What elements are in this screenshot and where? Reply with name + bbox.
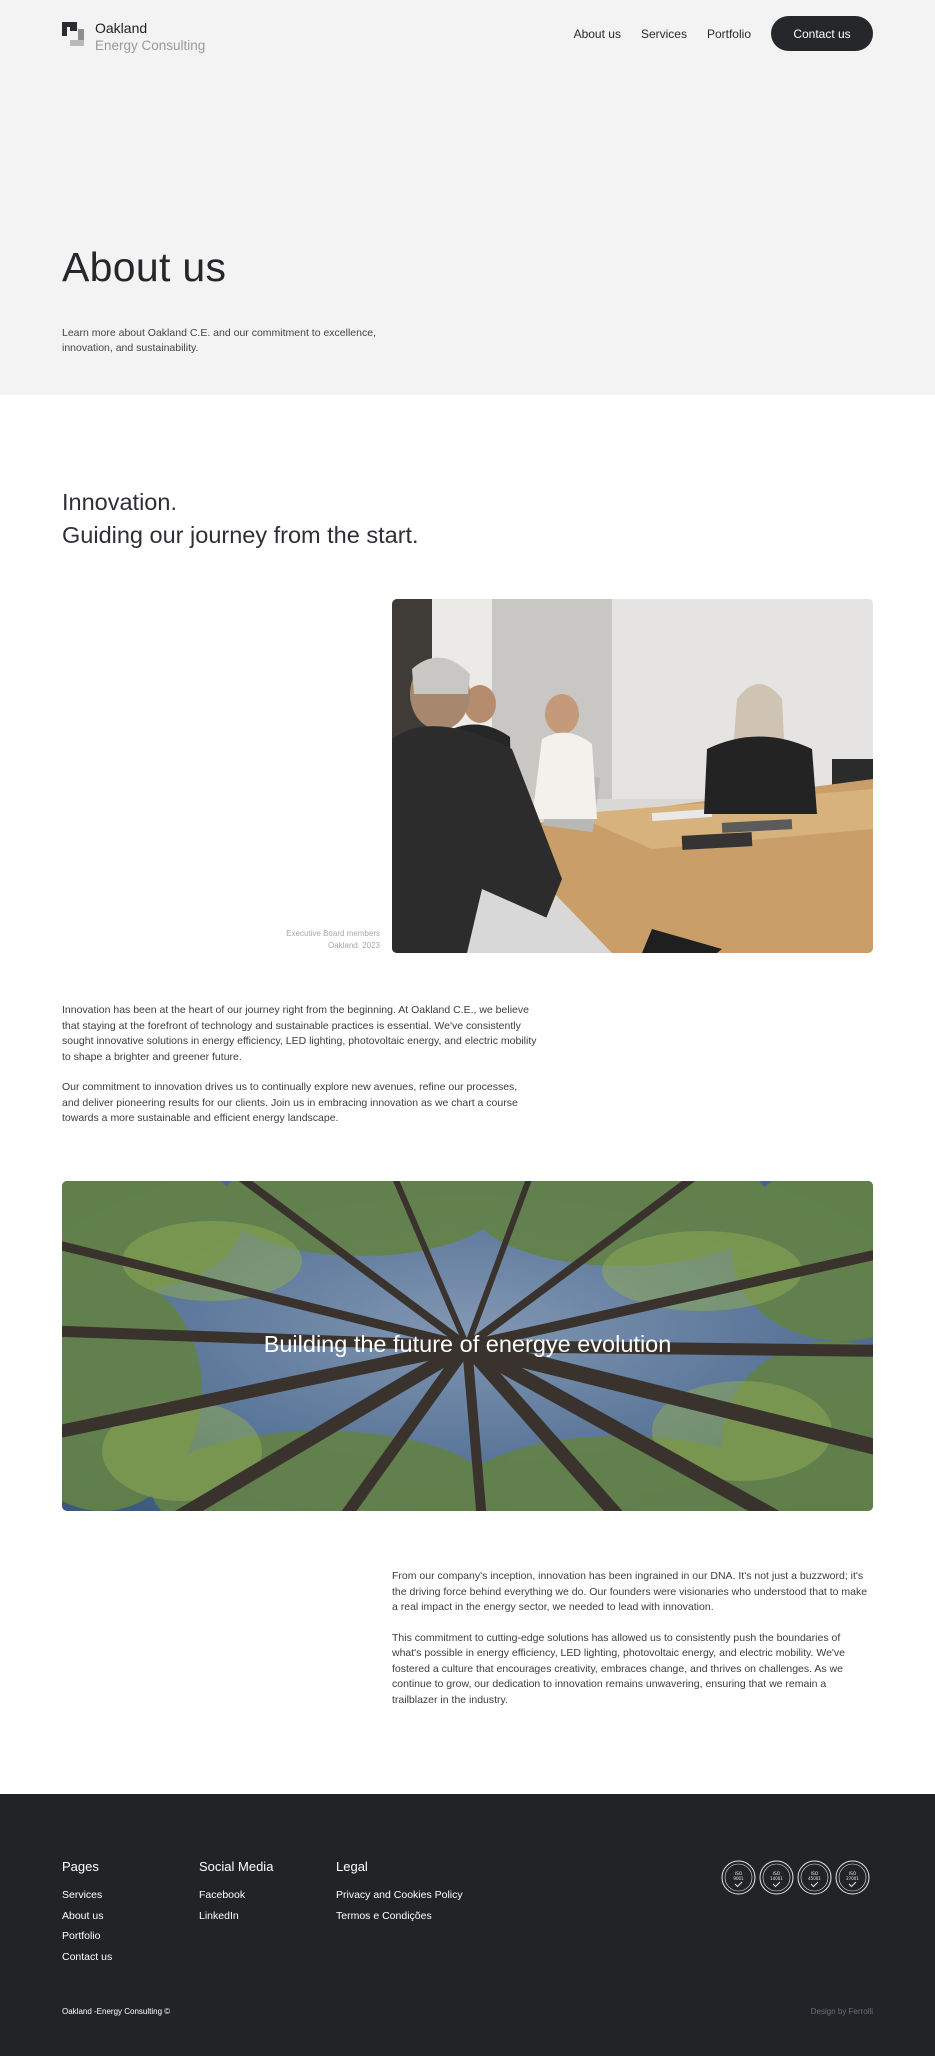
footer-legal-column [336,1859,463,1926]
footer-link-privacy-policy[interactable]: Privacy and Cookies Policy [336,1889,463,1901]
inception-paragraph-1: From our company's inception, innovation has been ingrained in our DNA. It's not just a buzzword; it's the driving force behind everything we do. Our founders were visionaries who understood that to make a real impact in the energy sector, we needed to lead with innovation. [392,1570,868,1613]
photo-caption [286,928,380,952]
nav-services[interactable]: Services [640,26,687,41]
nav-about-us[interactable]: About us [573,26,621,41]
badge-number: 14001 [770,1876,783,1881]
footer-link-facebook[interactable]: Facebook [199,1889,246,1901]
footer-link-services[interactable]: Services [62,1889,103,1901]
copyright-text: Oakland -Energy Consulting © [62,2007,171,2016]
innovation-body-right [392,1569,872,1708]
certification-badge-icon [835,1860,870,1895]
badge-label: ISO [772,1872,781,1877]
badge-label: ISO [848,1872,857,1877]
innovation-paragraph-2: Our commitment to innovation drives us to continually explore new avenues, refine our processes, and deliver pioneering results for our clients. Join us in embracing innovation as we chart a course towards a more sustainable and efficient energy landscape. [62,1081,518,1124]
board-meeting-photo [392,599,873,953]
badge-label: ISO [810,1872,819,1877]
footer-link-about-us[interactable]: About us [62,1909,104,1922]
certification-badge-icon [721,1860,756,1895]
brand-subtitle: Energy Consulting [95,38,206,53]
board-meeting-illustration [392,599,873,953]
certification-badge-icon [759,1860,794,1895]
site-footer [0,1794,935,2056]
hero-description: Learn more about Oakland C.E. and our commitment to excellence, innovation, and sustainability. [62,327,376,354]
contact-us-button[interactable]: Contact us [771,16,873,51]
brand-name: Oakland [95,20,148,36]
innovation-heading-line2: Guiding our journey from the start. [62,522,419,548]
badge-number: 45001 [808,1876,821,1881]
nav-portfolio[interactable]: Portfolio [706,26,751,41]
brand-text [95,20,205,54]
footer-link-linkedin[interactable]: LinkedIn [199,1909,239,1922]
footer-link-portfolio[interactable]: Portfolio [62,1930,101,1942]
footer-link-contact-us[interactable]: Contact us [62,1950,113,1963]
innovation-heading [62,486,419,552]
badge-label: ISO [734,1872,743,1877]
innovation-paragraph-1: Innovation has been at the heart of our journey right from the beginning. At Oakland C.E., we believe that staying at the forefront of technology and sustainable practices is essential. We've consistently sought innovative solutions in energy efficiency, LED lighting, photovoltaic energy, and electric mobility to shape a brighter and greener future. [62,1004,537,1063]
photo-caption-line2: Oakland. 2023 [327,941,380,950]
footer-pages-heading: Pages [62,1859,99,1874]
footer-pages-column [62,1859,112,1967]
badge-number: 27001 [846,1876,859,1881]
oakland-logo-icon [62,22,84,46]
hero-section [0,0,935,395]
footer-social-heading: Social Media [199,1859,274,1874]
brand-logo[interactable] [62,20,205,54]
design-credit-link[interactable]: Design by Ferrolli [810,2007,873,2016]
certification-badges [721,1860,873,1895]
innovation-body-left [62,1003,537,1127]
banner-title: Building the future of energye evolution [263,1331,672,1357]
innovation-heading-line1: Innovation. [62,489,177,515]
main-nav [574,16,873,51]
inception-paragraph-2: This commitment to cutting-edge solutions has allowed us to consistently push the boundaries of what's possible in energy efficiency, LED lighting, photovoltaic energy, and electric mobility. We've fostered a culture that encourages creativity, embraces change, and thrives on challenges. As we continue to grow, our dedication to innovation remains unwavering, ensuring that we remain a trailblazer in the industry. [392,1631,846,1706]
footer-legal-heading: Legal [336,1859,368,1874]
badge-number: 9001 [733,1876,744,1881]
certification-badge-icon [797,1860,832,1895]
photo-caption-line1: Executive Board members [286,929,380,938]
footer-link-terms[interactable]: Termos e Condições [336,1909,432,1922]
forest-banner [62,1181,873,1511]
footer-social-column [199,1859,273,1926]
page-title: About us [62,244,227,290]
